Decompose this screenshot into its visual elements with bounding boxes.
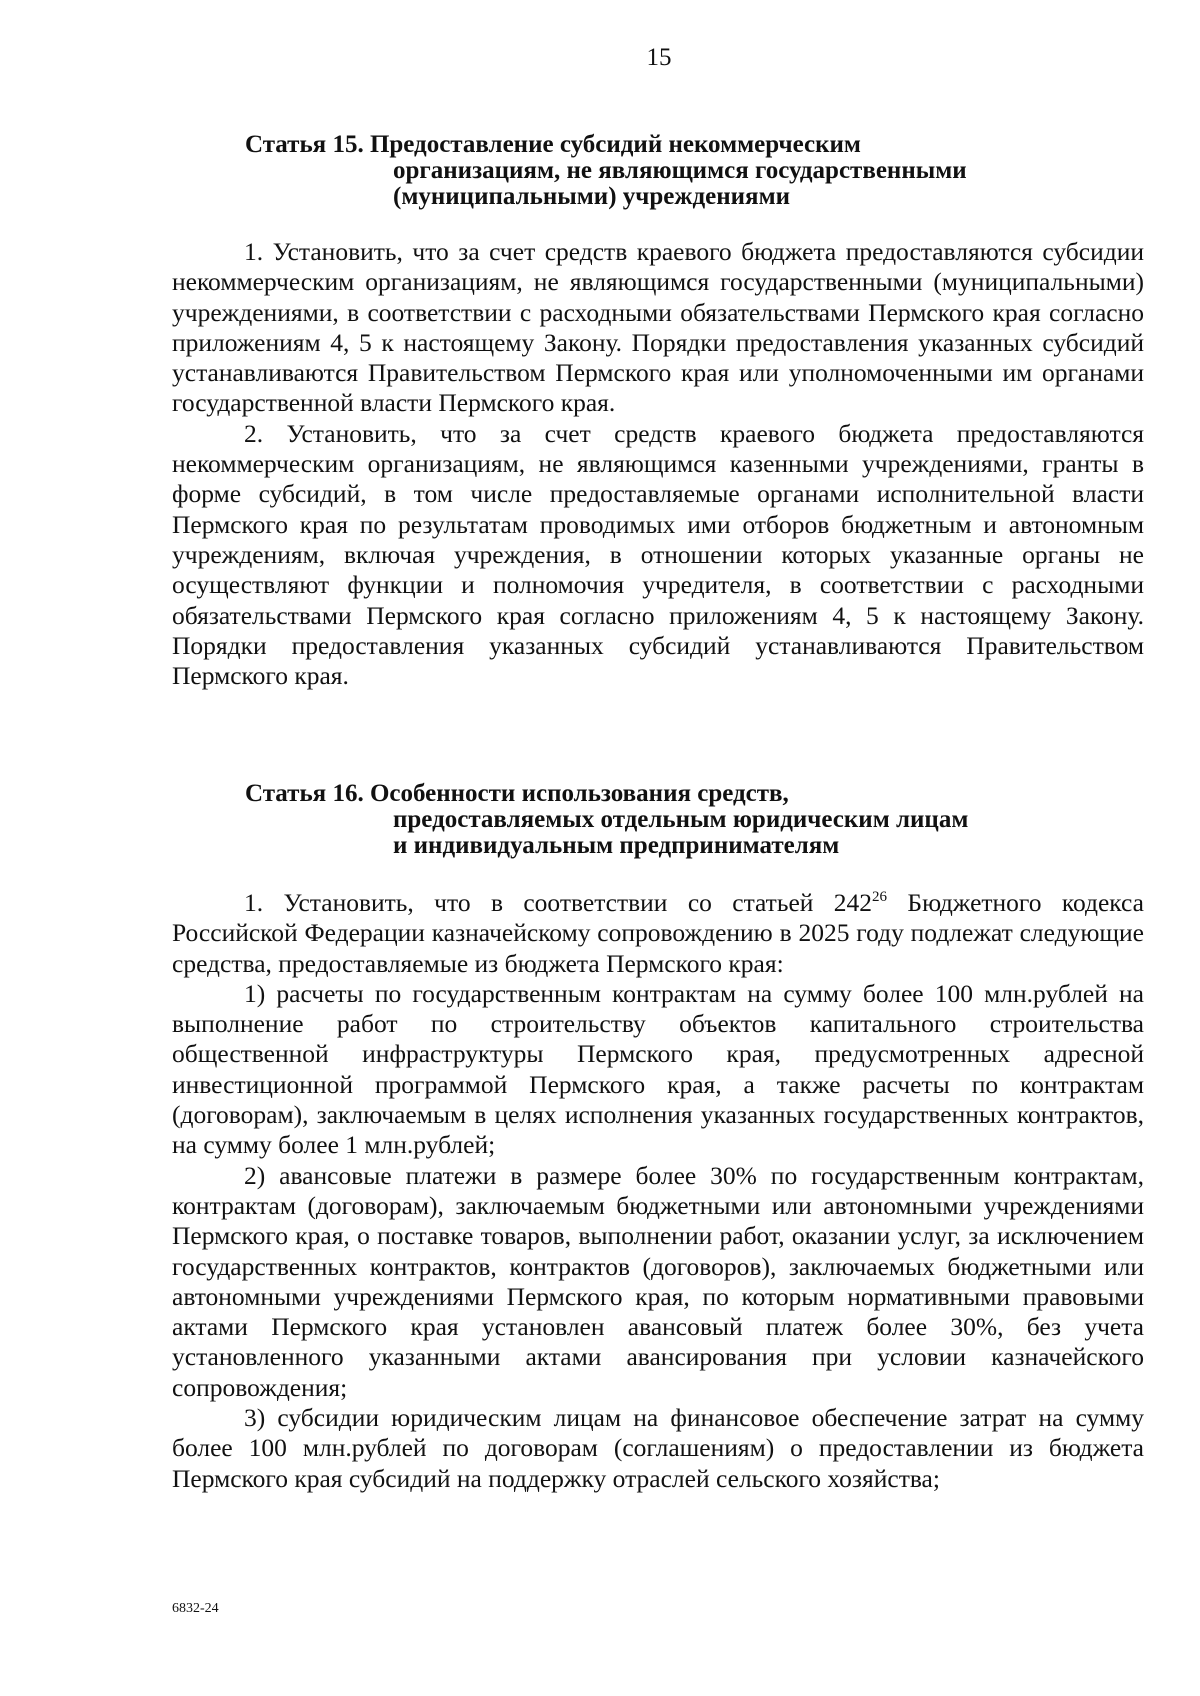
heading-line: (муниципальными) учреждениями [393,183,791,210]
heading-line: организациям, не являющимся государственными [393,157,967,184]
list-item: 2) авансовые платежи в размере более 30% по государственным контрактам, контрактам (договорам), заключаемым бюджетными или автономными учреждениями Пермского края, о поставке товаров, выполнении работ, оказании услуг, за исключением государственных контрактов, контрактов (договоров), заключаемых бюджетными или автономными учреждениями Пермского края, по которым нормативными правовыми актами Пермского края установлен авансовый платеж более 30%, без учета установленного указанными актами авансирования при условии казначейского сопровождения; [172,1160,1144,1402]
article-16-heading [245,781,968,859]
heading-line: и индивидуальным предпринимателям [393,832,840,859]
paragraph: 1. Установить, что за счет средств краевого бюджета предоставляются субсидии некоммерческим организациям, не являющимся государственными (муниципальными) учреждениями, в соответствии с расходными обязательствами Пермского края согласно приложениям 4, 5 к настоящему Закону. Порядки предоставления указанных субсидий устанавливаются Правительством Пермского края или уполномоченными им органами государственной власти Пермского края. [172,237,1144,418]
list-item: 1) расчеты по государственным контрактам на сумму более 100 млн.рублей на выполнение работ по строительству объектов капитального строительства общественной инфраструктуры Пермского края, предусмотренных адресной инвестиционной программой Пермского края, а также расчеты по контрактам (договорам), заключаемым в целях исполнения указанных государственных контрактов, на сумму более 1 млн.рублей; [172,978,1144,1160]
list-item: 3) субсидии юридическим лицам на финансовое обеспечение затрат на сумму более 100 млн.рублей по договорам (соглашениям) о предоставлении из бюджета Пермского края субсидий на поддержку отраслей сельского хозяйства; [172,1403,1144,1493]
document-code: 6832-24 [172,1601,219,1616]
paragraph-text: 1. Установить, что в соответствии со статьей 242 [244,888,873,917]
superscript: 26 [872,889,888,905]
paragraph-text: Бюджетного кодекса Российской Федерации казначейскому сопровождению в 2025 году подлежат следующие средства, предоставляемые из бюджета Пермского края: [172,888,1144,978]
paragraph: 2. Установить, что за счет средств краевого бюджета предоставляются некоммерческим организациям, не являющимся казенными учреждениями, гранты в форме субсидий, в том числе предоставляемые органами исполнительной власти Пермского края по результатам проводимых ими отборов бюджетным и автономным учреждениям, включая учреждения, в отношении которых указанные органы не осуществляют функции и полномочия учредителя, в соответствии с расходными обязательствами Пермского края согласно приложениям 4, 5 к настоящему Закону. Порядки предоставления указанных субсидий устанавливаются Правительством Пермского края. [172,418,1144,691]
article-15-heading [245,132,967,210]
heading-line: Статья 16. Особенности использования средств, [245,780,789,807]
heading-line: Статья 15. Предоставление субсидий некоммерческим [245,131,861,158]
article-15-body [172,237,1144,691]
page-number: 15 [646,44,672,71]
paragraph [172,888,1144,979]
heading-line: предоставляемых отдельным юридическим лицам [393,806,969,833]
article-16-body [172,888,1144,1494]
